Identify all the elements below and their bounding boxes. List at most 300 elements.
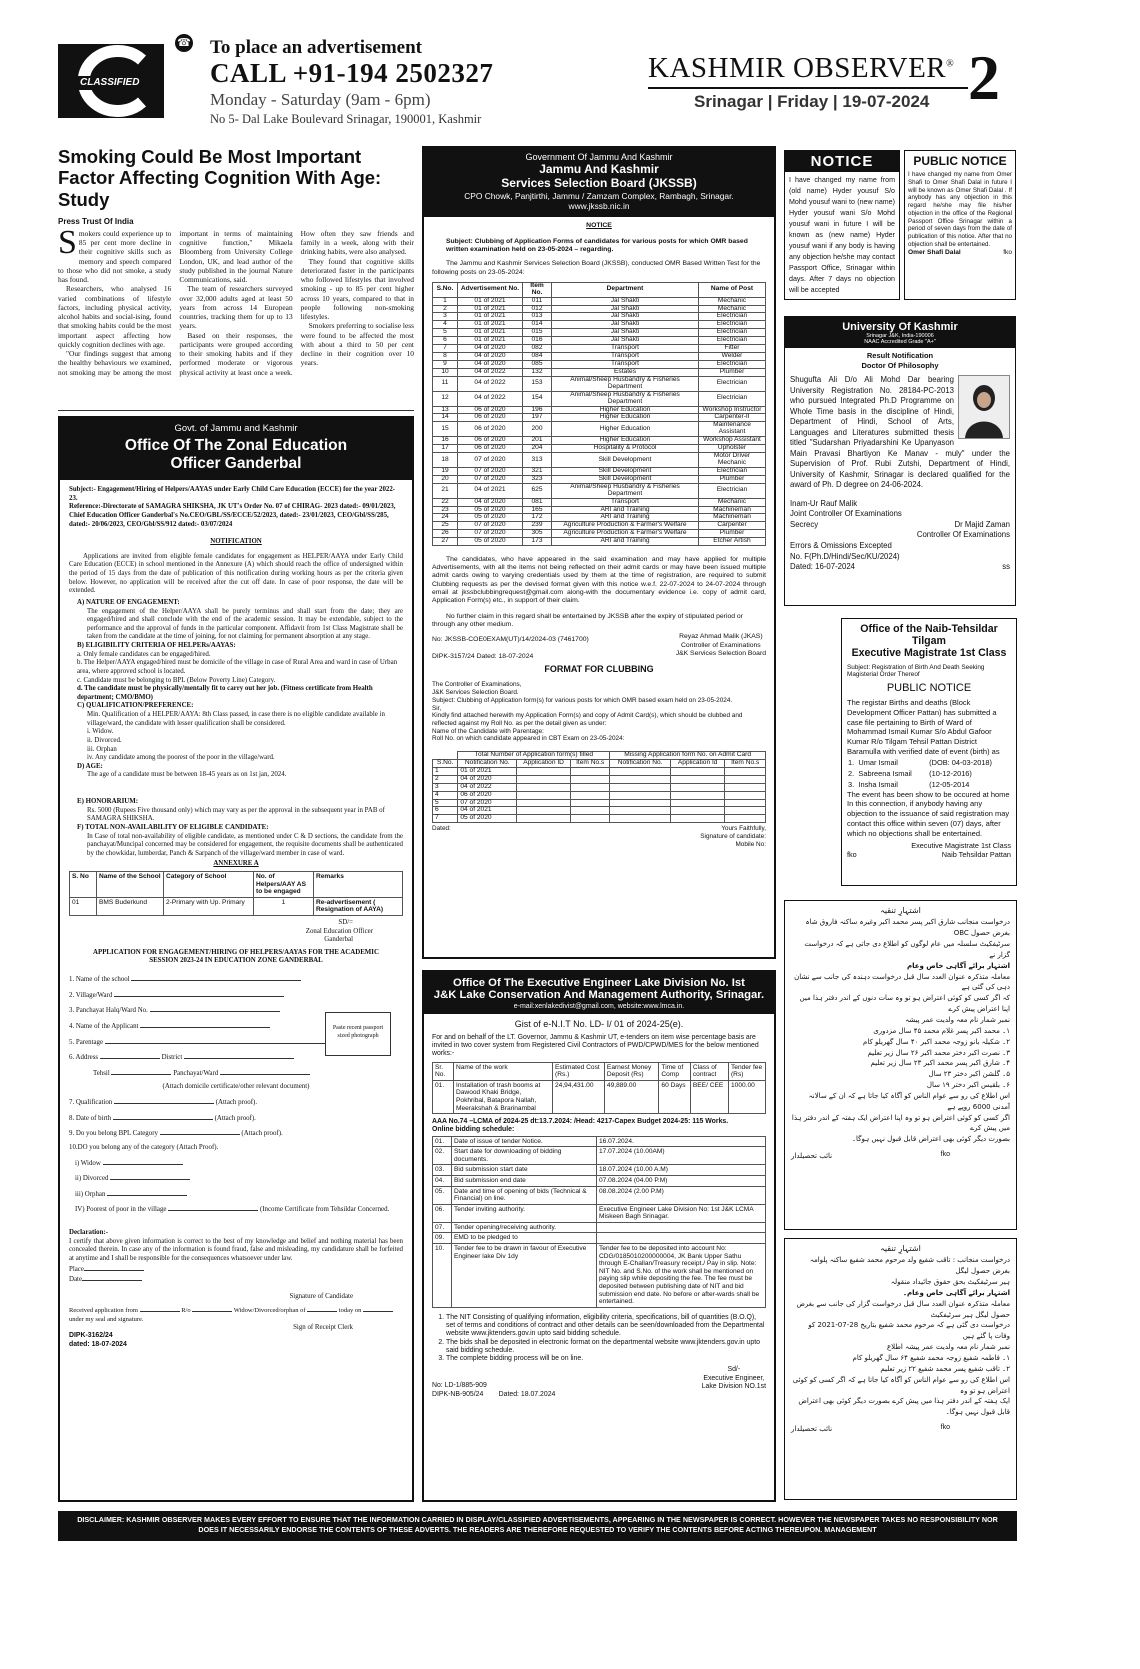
lcma-title2: J&K Lake Conservation And Management Authority, Srinagar. — [433, 989, 765, 1001]
table-cell: 9 — [433, 361, 458, 369]
table-cell: 1000.00 — [728, 1080, 765, 1113]
table-cell[interactable] — [517, 767, 571, 775]
table-cell: Date of issue of tender Notice. — [452, 1136, 597, 1147]
table-cell[interactable] — [670, 799, 724, 807]
article-headline: Smoking Could Be Most Important Factor Affecting Cognition With Age: Study — [58, 146, 382, 210]
lcma-sig1: Executive Engineer, — [703, 1374, 765, 1382]
jkssb-format-dated: Dated: — [432, 825, 451, 833]
masthead-text: KASHMIR OBSERVER — [648, 52, 947, 84]
table-cell: Workshop Assistant — [699, 437, 766, 445]
form-input-line[interactable] — [168, 1204, 258, 1211]
urdu-line: ۵۔ گلشن اکبر دختر ۲۳ سال — [928, 1070, 1010, 1079]
form-note: (Attach proof). — [241, 1130, 283, 1138]
tilgam-sig1: Executive Magistrate 1st Class — [911, 841, 1011, 851]
uok-ref: No. F(Ph.D/Hindi/Sec/KU/2024) — [790, 551, 900, 561]
table-header: Sr. No. — [433, 1062, 454, 1080]
table-cell: 04 of 2021 — [458, 483, 523, 498]
public-notice-fko: fko — [1003, 248, 1012, 256]
jkssb-dipk: DIPK-3157/24 Dated: 18-07-2024 — [432, 652, 534, 660]
table-cell[interactable] — [725, 783, 766, 791]
table-cell: 14 — [433, 414, 458, 422]
table-cell[interactable] — [670, 791, 724, 799]
table-cell: Estates — [552, 368, 699, 376]
table-cell: Carpenter — [699, 522, 766, 530]
table-cell: Jal Shakti — [552, 321, 699, 329]
table-cell[interactable] — [610, 791, 671, 799]
form-field: 10.DO you belong any of the category (Attach Proof). — [69, 1143, 219, 1151]
form-label: Panchayat/Ward — [173, 1069, 219, 1077]
urdu-line: اس اطلاع کی رو سے عوام الناس کو آگاہ کیا جاتا ہے کہ اگر کسی کو کوئی اعتراض ہو تو وہ — [792, 1375, 1010, 1395]
table-cell: 04 of 2022 — [458, 368, 523, 376]
uok-sig-left2: Joint Controller Of Examinations — [790, 509, 902, 519]
lcma-gist: Gist of e-N.I.T No. LD- I/ 01 of 2024-25(e). — [514, 1019, 684, 1029]
table-row — [433, 1080, 766, 1113]
public-notice-sign-name: Omer Shafi Dalal — [908, 248, 961, 256]
zeo-sec-a: A) NATURE OF ENGAGEMENT: — [77, 598, 180, 606]
table-cell: ARI and Training — [552, 506, 699, 514]
article-dropcap: S — [58, 223, 77, 261]
jkssb-format-sig: Signature of candidate: — [700, 832, 766, 840]
table-cell: Transport — [552, 345, 699, 353]
table-row — [433, 791, 766, 799]
table-cell: Transport — [552, 361, 699, 369]
article-para: Based on their responses, the participants were grouped according to their smoking habits and if they performed moderate or vigorous physical activity at least once a week. How often they saw friends and family in a week, along with their drinking habits, were also analysed. — [179, 228, 414, 377]
form-label: ii) Divorced — [75, 1175, 109, 1183]
urdu-line: درخواست منجانب شارق اکبر پسر محمد اکبر وغیرہ ساکنہ فاروق شاہ بغرض حصول OBC — [805, 918, 1010, 938]
table-cell: 016 — [523, 337, 552, 345]
table-cell: Electrician — [699, 313, 766, 321]
urdu-line: ۱۔ فاطمہ شفیع زوجہ محمد شفیع ۶۴ سال گھریلو کام — [852, 1353, 1010, 1362]
table-row — [433, 775, 766, 783]
table-cell: Higher Education — [552, 422, 699, 437]
table-cell: 17.07.2024 (10.00AM) — [597, 1147, 766, 1165]
table-cell: 20 — [433, 475, 458, 483]
tilgam-list — [847, 757, 1011, 790]
form-input-line[interactable] — [307, 1305, 337, 1312]
table-cell: Date and time of opening of bids (Technical & Financial) on line. — [452, 1186, 597, 1204]
form-input-line[interactable] — [100, 1052, 160, 1059]
jkssb-format-roll: Roll No. on which candidate appeared in CBT Exam on 23-05-2024: — [432, 735, 625, 743]
table-header: Total Number of Application form(s) filled — [458, 751, 610, 759]
table-cell: 05. — [433, 1186, 452, 1204]
list-no: 3. — [848, 779, 855, 789]
urdu-line: بصورت دیگر کوئی بھی اعتراض قابل قبول نہیں ہوگا۔ — [851, 1135, 1010, 1144]
table-cell: Animal/Sheep Husbandry & Fisheries Department — [552, 376, 699, 391]
table-header: Item No.s — [725, 759, 766, 767]
table-cell: 26 — [433, 530, 458, 538]
zeo-signatory1: Zonal Education Officer — [305, 927, 373, 935]
urdu-fko: fko — [940, 1424, 950, 1432]
zeo-sec-e: E) HONORARIUM: — [77, 798, 139, 805]
table-cell[interactable] — [571, 807, 610, 815]
form-input-line[interactable] — [111, 1068, 171, 1075]
jkssb-format-to: The Controller of Examinations, — [432, 681, 522, 689]
urdu-notice-title: اشتہارِ تنقیہ — [880, 1244, 921, 1253]
table-cell: 172 — [523, 514, 552, 522]
table-cell: 07 of 2020 — [458, 530, 523, 538]
form-input-line[interactable] — [184, 1052, 294, 1059]
list-no: 2. — [848, 768, 855, 778]
masthead — [648, 52, 954, 85]
table-cell[interactable] — [517, 807, 571, 815]
table-cell: 014 — [523, 321, 552, 329]
form-input-line[interactable] — [82, 1274, 142, 1281]
jkssb-sig-name: Reyaz Ahmad Malik (JKAS) — [679, 633, 763, 641]
table-cell: 04 of 2020 — [458, 345, 523, 353]
form-input-line[interactable] — [107, 1189, 187, 1196]
table-cell: 081 — [523, 498, 552, 506]
table-cell[interactable] — [610, 775, 671, 783]
table-cell: Higher Education — [552, 437, 699, 445]
table-cell: 10 — [433, 368, 458, 376]
table-cell: Etcher Artish — [699, 538, 766, 546]
form-sig-candidate: Signature of Candidate — [289, 1292, 353, 1300]
urdu-line: ۴۔ شارق اکبر پسر محمد اکبر ۲۳ سال زیر تعلیم — [870, 1059, 1010, 1068]
table-cell: 07. — [433, 1222, 452, 1233]
table-cell: Electrician — [699, 321, 766, 329]
table-cell: Bid submission end date — [452, 1175, 597, 1186]
table-cell: Electrician — [699, 391, 766, 406]
table-header: Name of the work — [454, 1062, 553, 1080]
table-row — [433, 282, 766, 297]
form-label: 2. Village/Ward — [69, 991, 113, 999]
uok-sub1: Srinagar J&K, India-190006 — [866, 333, 934, 339]
table-cell: Installation of trash booms at Dawood Khaki Bridge, Pokhribal, Batapora Nallah, Meerakshah & Brarinambal — [454, 1080, 553, 1113]
table-cell: 04 of 2021 — [458, 807, 517, 815]
article-para: Smokers preferring to socialise less were found to be affected the most with about a third to 50 per cent decline in their cognition over 10 years. — [300, 321, 414, 368]
zeo-form-title: APPLICATION FOR ENGAGEMENT/HIRING OF HELPERS/AAYAS FOR THE ACADEMIC SESSION 2023-24 IN EDUCATION ZONE GANDERBAL — [93, 948, 379, 965]
urdu-line: معاملہ متذکرہ عنوان العدد سال قبل درخواست گزار کی جانب سے بغرض حصول لیگل ہیر سرٹیفکیٹ — [796, 1299, 1010, 1319]
article-para: They found that cognitive skills deteriorated faster in the participants who followed lifestyles that involved smoking - up to 85 per cent higher across 10 years, compared to that in people following non-smoking lifestyles. — [300, 256, 414, 322]
form-label: today on — [338, 1307, 362, 1315]
table-row — [433, 1204, 766, 1222]
tilgam-title2: Executive Magistrate 1st Class — [851, 647, 1007, 659]
table-cell: 24,94,431.00 — [553, 1080, 605, 1113]
uok-result: Result Notification — [866, 351, 934, 360]
table-cell: Tender fee to be deposited into account No: CDG/0185010200000004, JK Bank Upper Sathu through E-Challan/Treasury receipt./ Pay in slip. Note: NIT No. and S.No. of the work shall be mentioned on paying slip while depositing the fee. The fee must be deposited between publishing date of NIT and bid submission end date. No before or after-wards shall be entertained. — [597, 1244, 766, 1308]
table-cell: EMD to be pledged to — [452, 1233, 597, 1244]
table-cell[interactable] — [610, 783, 671, 791]
jkssb-intro: The Jammu and Kashmir Services Selection Board (JKSSB), conducted OMR Based Written Test for the following posts on 23-05-2024: — [432, 260, 761, 276]
form-field — [69, 1158, 403, 1169]
zeo-intro: Applications are invited from eligible female candidates for engagement as HELPER/AAYA under Early Child Care Education (ECCE) in school mentioned in the Annexure (A) which should reach the office of undersigned within the period of 15 days from the date of publication of this notification during working hours as per the criteria given below. However, no application will be received after the cut off date. In case of poor response, the date will be extended. — [69, 552, 403, 595]
tilgam-sig2: Naib Tehsildar Pattan — [941, 850, 1011, 860]
table-cell[interactable] — [610, 799, 671, 807]
table-row — [433, 1147, 766, 1165]
table-cell: 084 — [523, 353, 552, 361]
table-cell[interactable] — [610, 815, 671, 823]
table-cell: 1 — [433, 297, 458, 305]
form-receipt — [69, 1305, 403, 1323]
form-label: Place — [69, 1265, 84, 1273]
public-notice-sign — [908, 249, 1012, 256]
table-cell[interactable] — [571, 783, 610, 791]
table-cell: 01 of 2021 — [458, 329, 523, 337]
form-input-line[interactable] — [140, 1305, 180, 1312]
advertise-hours: Monday - Saturday (9am - 6pm) — [210, 90, 431, 109]
table-cell: 1 — [433, 767, 458, 775]
list-dob: (12-05-2014 — [929, 779, 970, 789]
table-cell: Upholster — [699, 445, 766, 453]
zeo-sec-e-text: Rs. 5000 (Rupees Five thousand only) which may vary as per the approval in the subsequent year in PAB of SAMAGRA SHIKSHA. — [87, 806, 385, 823]
table-cell: Transport — [552, 498, 699, 506]
table-cell: Plumber — [699, 475, 766, 483]
table-cell: 01. — [433, 1136, 452, 1147]
table-header: Item No.s — [571, 759, 610, 767]
table-row — [433, 1136, 766, 1147]
urdu-sign: نائب تحصیلدار — [791, 1152, 833, 1161]
form-input-line[interactable] — [113, 1113, 213, 1120]
table-cell: 625 — [523, 483, 552, 498]
form-input-line[interactable] — [84, 1264, 144, 1271]
table-cell[interactable] — [670, 767, 724, 775]
table-cell: Machineman — [699, 514, 766, 522]
zeo-sec-a-text: The engagement of the Helper/AAYA shall be purely terminus and shall start from the date; they are engaged/hired and shall conclude with the end of the academic session. It may be extendable, subject to the performance and the approval of funds in the particular component. Affidavit from 1st Class Magistrate shall be taken from the candidate at the time of joining, for not claiming for permanent absorption at any stage. — [87, 607, 403, 641]
zeo-annexure-table — [69, 871, 403, 916]
lcma-ad — [422, 970, 776, 1502]
table-cell[interactable] — [610, 807, 671, 815]
table-cell: Tender fee to be drawn in favour of Executive Engineer lake Div 1dy — [452, 1244, 597, 1308]
lcma-note: 3. The complete bidding process will be on line. — [446, 1355, 766, 1363]
list-name: Insha Ismail — [858, 779, 898, 789]
lcma-aaa: AAA No.74 –LCMA of 2024-25 dt:13.7.2024: /Head: 4217-Capex Budget 2024-25: 115 Works. — [432, 1118, 729, 1126]
urdu-line: ۲۔ شکیلہ بانو زوجہ محمد اکبر ۴۰ سال گھریلو کام — [863, 1037, 1010, 1046]
table-cell: 07 of 2020 — [458, 799, 517, 807]
form-input-line[interactable] — [150, 1005, 280, 1012]
urdu-line: درخواست دی گئی ہے کہ مرحوم محمد شفیع بتاریخ 28-07-2021 کو وفات پا گئے ہیں — [808, 1321, 1010, 1341]
urdu-line: ۳۔ نصرت اکبر دختر محمد اکبر ۲۶ سال زیر تعلیم — [867, 1048, 1010, 1057]
table-cell: 132 — [523, 368, 552, 376]
form-field — [69, 1264, 403, 1275]
table-cell[interactable] — [670, 807, 724, 815]
jkssb-sig-title2: J&K Services Selection Board — [675, 649, 766, 657]
tilgam-after: The event has been show to be occured at home In this connection, if anybody having any objection to the issuance of said registration may contact this office within seven (07) days, after which no objections shall be entertained. — [847, 789, 1010, 838]
form-input-line[interactable] — [160, 1128, 240, 1135]
table-cell: Machineman — [699, 506, 766, 514]
table-header: Estimated Cost (Rs.) — [553, 1062, 605, 1080]
table-cell: 49,889.00 — [604, 1080, 658, 1113]
table-cell: Electrician — [699, 329, 766, 337]
table-cell: 013 — [523, 313, 552, 321]
table-cell[interactable] — [725, 775, 766, 783]
table-cell: Mechanic — [699, 498, 766, 506]
form-note: (Attach domicile certificate/other relevant document) — [162, 1083, 310, 1091]
form-sig-clerk: Sign of Receipt Clerk — [293, 1323, 353, 1331]
urdu-line: سرٹیفکیٹ سلسلہ میں عام لوگوں کو اطلاع دی جاتی ہے کہ درخواست گزار نے — [804, 940, 1010, 959]
table-header: Application Id — [670, 759, 724, 767]
table-cell: 1 — [254, 897, 314, 915]
table-cell: 6 — [433, 337, 458, 345]
table-cell: 12 — [433, 391, 458, 406]
form-input-line[interactable] — [110, 1173, 190, 1180]
table-cell: 03. — [433, 1165, 452, 1176]
table-row — [433, 376, 766, 391]
table-cell: 04 of 2022 — [458, 391, 523, 406]
table-cell: Mechanic — [699, 297, 766, 305]
form-field — [69, 1173, 403, 1184]
form-label: 1. Name of the school — [69, 976, 130, 984]
zeo-sec-d: D) AGE: — [77, 762, 103, 770]
tilgam-notice: PUBLIC NOTICE — [886, 682, 972, 694]
zeo-title2: Officer Ganderbal — [170, 455, 302, 472]
table-cell[interactable] — [571, 767, 610, 775]
form-label: 3. Panchayat Halq/Ward No. — [69, 1007, 148, 1015]
table-cell: 153 — [523, 376, 552, 391]
table-cell[interactable] — [517, 799, 571, 807]
table-cell: 085 — [523, 361, 552, 369]
form-declaration: I certify that above given information is correct to the best of my knowledge and belief and nothing material has been concealed therein. In case any of the information is found fraud, false and misleading, my candidature shall be forfeited at anytime and I shall be responsible for the consequences whatsoever under law. — [69, 1237, 403, 1262]
notice-body: I have changed my name from (old name) Hyder yousuf S/o Mohd yousuf wani to (new name) Hyder yousuf wani S/o Mohd yousuf wani in future I will be known as (new name) Hyder yousuf wani if any body is having any objection he/she may contact Passport Office, Srinagar within days. After 7 days no objection will be accepted — [789, 176, 895, 294]
table-row — [70, 897, 403, 915]
form-label: 4. Name of the Applicant — [69, 1022, 139, 1030]
urdu-line: درخواست منجانب : تاقب شفیع ولد مرحوم محمد شفیع ساکنہ پلوامہ بغرض حصول لیگل — [809, 1256, 1010, 1276]
table-cell: 197 — [523, 414, 552, 422]
urdu-line: معاملہ متذکرہ عنوان العدد سال قبل درخواست دہندہ کی جانب سے نشان دہی کی گئی ہے — [794, 972, 1010, 992]
jkssb-title1: Jammu And Kashmir — [539, 162, 659, 176]
form-input-line[interactable] — [131, 974, 301, 981]
table-cell[interactable] — [670, 783, 724, 791]
table-cell[interactable] — [725, 791, 766, 799]
masthead-rule — [648, 87, 968, 89]
tilgam-ad — [841, 618, 1017, 886]
table-header: Name of Post — [699, 282, 766, 297]
table-header: Tender fee (Rs) — [728, 1062, 765, 1080]
table-cell: 04 of 2020 — [458, 353, 523, 361]
table-cell[interactable] — [725, 799, 766, 807]
urdu-notice-1 — [784, 900, 1017, 1230]
table-cell: Executive Engineer Lake Division No: 1st J&K LCMA Miskeen Bagh Srinagar. — [597, 1204, 766, 1222]
form-label: 6. Address — [69, 1054, 99, 1062]
table-cell[interactable] — [670, 815, 724, 823]
zeo-dipk: DIPK-3162/24 — [69, 1332, 113, 1340]
list-item — [847, 768, 1011, 779]
table-cell: 8 — [433, 353, 458, 361]
table-cell: 7 — [433, 345, 458, 353]
urdu-line: اشتہار برائے آگاہی خاص وعام۔ — [902, 1288, 1010, 1297]
tilgam-body: The registar Births and deaths (Block Development Officer Pattan) has submitted a case file pertaining to Birth of Ward of Mohammad Ismail Kumar S/o Abdul Gafoor Kumar R/o Tilgam Tehsil Pattan District Baramulla with verified date of event (birth) as — [847, 698, 1000, 756]
table-cell: 06 of 2020 — [458, 422, 523, 437]
table-header: Time of Comp — [659, 1062, 690, 1080]
table-cell[interactable] — [610, 767, 671, 775]
table-header: No. of Helpers/AAY AS to be engaged — [254, 872, 314, 898]
table-cell: 05 of 2020 — [458, 506, 523, 514]
table-cell: 01 of 2021 — [458, 767, 517, 775]
zeo-sec-c-item: iv. Any candidate among the poorest of the poor in the village/ward. — [87, 754, 275, 762]
table-cell[interactable] — [517, 815, 571, 823]
table-cell[interactable] — [725, 807, 766, 815]
table-cell[interactable] — [725, 815, 766, 823]
tilgam-title1: Office of the Naib-Tehsildar Tilgam — [860, 623, 998, 647]
table-cell[interactable] — [517, 791, 571, 799]
urdu-fko: fko — [940, 1151, 950, 1159]
lcma-schedule-head: Online bidding schedule: — [432, 1126, 515, 1134]
uok-sig-left1: Inam-Ur Rauf Malik — [790, 498, 858, 508]
table-cell: Bid submission start date — [452, 1165, 597, 1176]
form-input-line[interactable] — [140, 1021, 270, 1028]
table-cell[interactable] — [571, 815, 610, 823]
table-cell: 154 — [523, 391, 552, 406]
table-cell: 01 of 2021 — [458, 321, 523, 329]
table-cell: 02. — [433, 1147, 452, 1165]
table-cell[interactable] — [517, 775, 571, 783]
lcma-header — [424, 972, 774, 1014]
lcma-schedule-table — [432, 1136, 766, 1308]
form-input-line[interactable] — [192, 1305, 232, 1312]
public-notice-small — [904, 150, 1016, 300]
jkssb-format-title: FORMAT FOR CLUBBING — [544, 663, 654, 674]
jkssb-sig-title1: Controller of Examinations — [680, 641, 761, 649]
form-input-line[interactable] — [105, 1037, 325, 1044]
zeo-signatory2: Ganderbal — [324, 936, 353, 944]
table-cell: Motor Driver Mechanic — [699, 453, 766, 468]
form-input-line[interactable] — [103, 1158, 183, 1165]
urdu-line: ہیر سرٹیفکیٹ بحق حقوق جائیداد منقولہ — [890, 1278, 1010, 1287]
table-cell: 196 — [523, 406, 552, 414]
table-cell[interactable] — [670, 775, 724, 783]
form-input-line[interactable] — [220, 1068, 310, 1075]
lcma-note: 1. The NIT Consisting of qualifying information, eligibility criteria, specifications, bill of quantities (B.O.Q), set of terms and conditions of contract and other details can be seen/downloaded from the Departmental website www.jktenders.gov.in upto said bidding schedule. — [446, 1314, 766, 1339]
lcma-sig2: Lake Division NO.1st — [701, 1382, 766, 1390]
table-cell: 239 — [523, 522, 552, 530]
urdu-line: ۶۔ بلقیس اکبر دختر ۱۹ سال — [926, 1081, 1010, 1090]
table-row — [433, 1175, 766, 1186]
uok-photo — [958, 375, 1010, 439]
table-header: Category of School — [164, 872, 254, 898]
urdu-notice-title: اشتہارِ تنقیہ — [880, 906, 921, 915]
table-cell: Skill Development — [552, 467, 699, 475]
table-cell: 7 — [433, 815, 458, 823]
table-cell: 18.07.2024 (10.00 A.M) — [597, 1165, 766, 1176]
table-cell: 2 — [433, 305, 458, 313]
form-input-line[interactable] — [114, 990, 284, 997]
article-para: The team of researchers surveyed over 32,000 adults aged at least 50 years from across 14 European countries, tracking them for up to 13 years. — [179, 284, 293, 331]
table-cell: 07 of 2020 — [458, 475, 523, 483]
form-input-line[interactable] — [114, 1097, 214, 1104]
form-label: 5. Parentage — [69, 1038, 104, 1046]
zeo-sec-d-text: The age of a candidate must be between 18-45 years as on 1st jan, 2024. — [87, 771, 287, 779]
form-input-line[interactable] — [363, 1305, 393, 1312]
table-header: Missing Application form No. on Admit Card — [610, 751, 766, 759]
list-name: Umar Ismail — [858, 757, 898, 767]
tilgam-fko: fko — [847, 850, 857, 860]
form-label: 8. Date of birth — [69, 1114, 112, 1122]
table-header: Notification No. — [610, 759, 671, 767]
uok-sig-left3: Secrecy — [790, 519, 819, 529]
table-cell[interactable] — [571, 791, 610, 799]
form-label: seal and signature. — [95, 1315, 144, 1323]
table-cell[interactable] — [517, 783, 571, 791]
public-notice-title: PUBLIC NOTICE — [913, 154, 1007, 168]
table-cell[interactable] — [571, 775, 610, 783]
table-cell: Transport — [552, 353, 699, 361]
table-cell: 3 — [433, 783, 458, 791]
table-cell[interactable] — [571, 799, 610, 807]
lcma-dipk-text: DIPK-NB-905/24 — [432, 1390, 484, 1398]
form-label: 7. Qualification — [69, 1099, 113, 1107]
zeo-sec-c-text: Min. Qualification of a HELPER/AAYA: 8th Class passed, in case there is no eligible candidate available in village/ward, the candidate with lesser qualification shall be considered. — [87, 711, 385, 727]
table-cell: 07 of 2020 — [458, 453, 523, 468]
table-cell — [597, 1222, 766, 1233]
table-cell[interactable] — [725, 767, 766, 775]
lcma-intro: For and on behalf of the LT. Governor, Jammu & Kashmir UT, e-tenders on item wise percentage basis are invited in two cover system from Registered Civil Contractors of PWD/CPWD/MES for the below mentioned works:- — [432, 1033, 759, 1058]
table-cell: 04 of 2022 — [458, 783, 517, 791]
table-cell: 05 of 2020 — [458, 514, 523, 522]
lcma-dated: Dated: 18.07.2024 — [498, 1390, 556, 1398]
form-field — [69, 1204, 403, 1215]
jkssb-format-mobile: Mobile No: — [735, 840, 766, 848]
table-cell: 313 — [523, 453, 552, 468]
table-cell: 04. — [433, 1175, 452, 1186]
